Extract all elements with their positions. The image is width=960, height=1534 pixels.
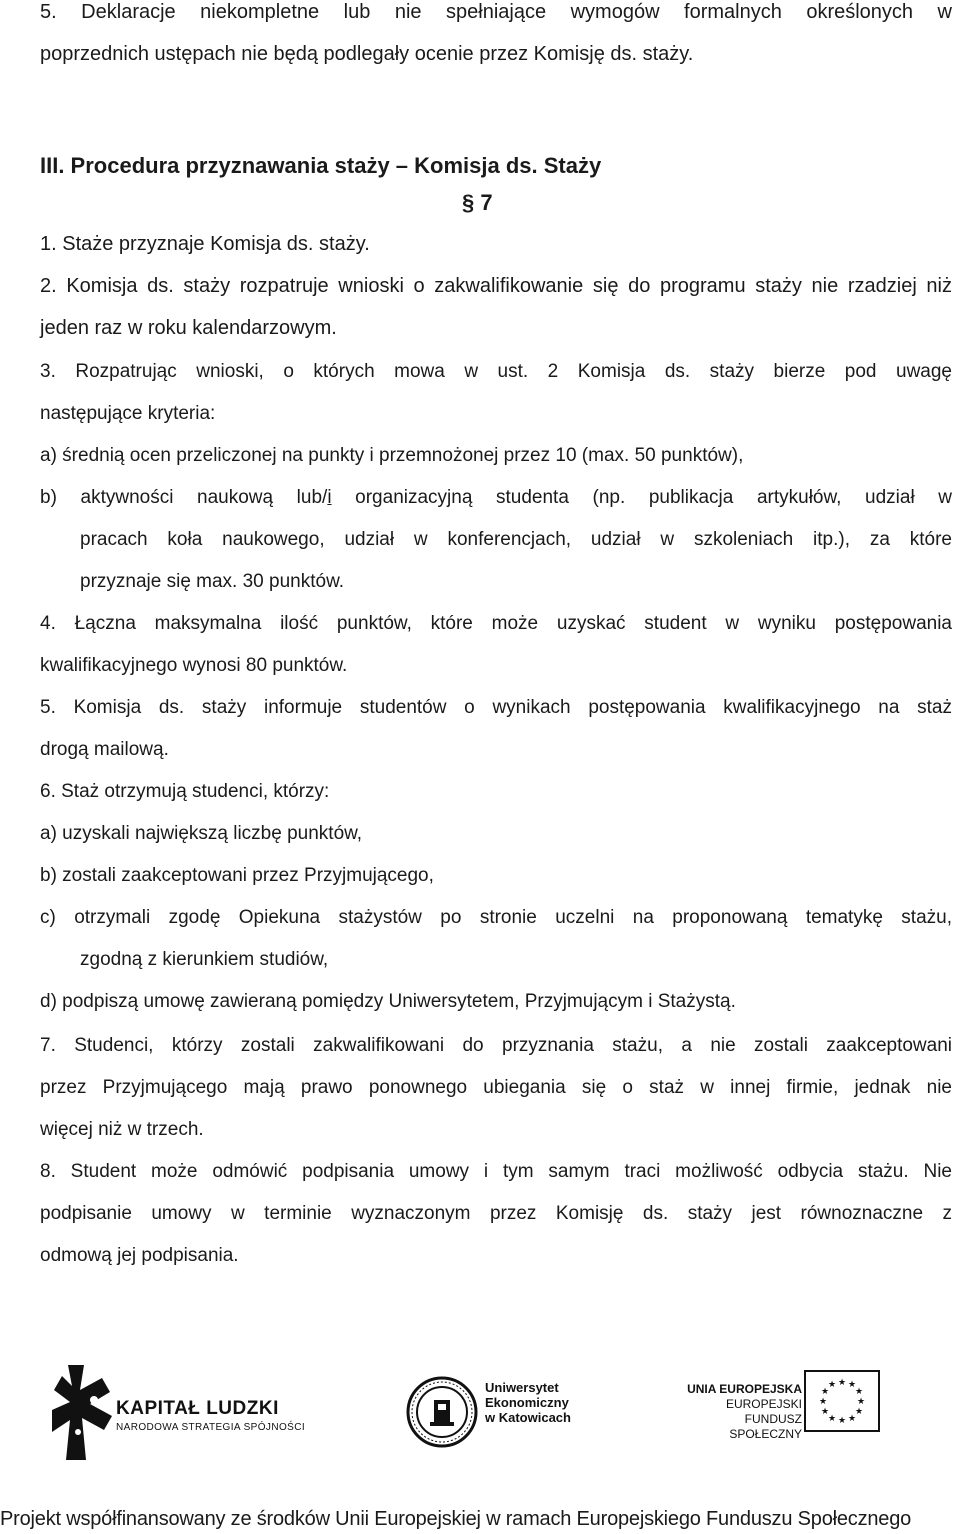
university-name-line-1: Uniwersytet — [485, 1380, 559, 1395]
item-7-line-3: więcej niż w trzech. — [40, 1119, 204, 1140]
item-7-line-1: 7. Studenci, którzy zostali zakwalifikowani do przyznania stażu, a nie zostali zaakceptowani — [40, 1035, 952, 1056]
item-6-b: b) zostali zaakceptowani przez Przyjmującego, — [40, 865, 434, 886]
item-5-line-1: 5. Deklaracje niekompletne lub nie spełniające wymogów formalnych określonych w — [40, 1, 952, 23]
item-4-line-2: kwalifikacyjnego wynosi 80 punktów. — [40, 655, 348, 676]
university-seal-icon — [406, 1376, 478, 1448]
svg-text:★: ★ — [820, 1387, 830, 1397]
svg-text:★: ★ — [837, 1416, 847, 1426]
university-name-line-3: w Katowicach — [485, 1410, 571, 1425]
footer-note: Projekt współfinansowany ze środków Unii Europejskiej w ramach Europejskiego Funduszu Społecznego — [0, 1508, 912, 1530]
svg-text:★: ★ — [827, 1414, 837, 1424]
item-8-line-1: 8. Student może odmówić podpisania umowy i tym samym traci możliwość odbycia stażu. Nie — [40, 1161, 952, 1182]
criterion-b-line-2: pracach koła naukowego, udział w konferencjach, udział w szkoleniach itp.), za które — [80, 529, 952, 550]
section-heading: III. Procedura przyznawania staży – Komisja ds. Staży — [40, 153, 602, 178]
item-5b-line-2: drogą mailową. — [40, 739, 169, 760]
eu-line-2: EUROPEJSKI — [725, 1397, 802, 1411]
paragraph-number: § 7 — [462, 190, 493, 215]
svg-text:★: ★ — [820, 1407, 830, 1417]
svg-text:★: ★ — [854, 1387, 864, 1397]
svg-text:★: ★ — [837, 1378, 847, 1388]
svg-text:★: ★ — [847, 1414, 857, 1424]
criterion-b-text-2: organizacyjną studenta (np. publikacja artykułów, udział w — [331, 487, 953, 508]
item-2-line-1: 2. Komisja ds. staży rozpatruje wnioski o zakwalifikowanie się do programu staży nie rzadziej niż — [40, 275, 952, 297]
item-6-c-line-2: zgodną z kierunkiem studiów, — [80, 949, 329, 970]
svg-text:★: ★ — [818, 1397, 828, 1407]
item-1: 1. Staże przyznaje Komisja ds. staży. — [40, 233, 370, 255]
svg-text:★: ★ — [856, 1397, 866, 1407]
kapital-ludzki-title: KAPITAŁ LUDZKI — [116, 1398, 279, 1419]
criterion-b-line-1 — [40, 486, 952, 510]
eu-line-1: UNIA EUROPEJSKA — [687, 1382, 802, 1396]
item-8-line-3: odmową jej podpisania. — [40, 1245, 239, 1266]
criterion-a: a) średnią ocen przeliczonej na punkty i przemnożonej przez 10 (max. 50 punktów), — [40, 445, 744, 466]
university-name — [485, 1380, 571, 1425]
university-name-line-2: Ekonomiczny — [485, 1395, 569, 1410]
eu-flag-icon — [804, 1370, 880, 1432]
criterion-b-underlined: i — [327, 487, 332, 508]
item-6-a: a) uzyskali największą liczbę punktów, — [40, 823, 363, 844]
item-8-line-2: podpisanie umowy w terminie wyznaczonym przez Komisję ds. staży jest równoznaczne z — [40, 1203, 952, 1224]
logo-strip — [40, 1360, 940, 1470]
item-5-line-2: poprzednich ustępach nie będą podlegały ocenie przez Komisję ds. staży. — [40, 43, 694, 65]
item-4-line-1: 4. Łączna maksymalna ilość punktów, które może uzyskać student w wyniku postępowania — [40, 613, 952, 634]
item-6: 6. Staż otrzymują studenci, którzy: — [40, 781, 330, 802]
item-2-line-2: jeden raz w roku kalendarzowym. — [40, 317, 337, 339]
item-7-line-2: przez Przyjmującego mają prawo ponownego ubiegania się o staż w innej firmie, jednak nie — [40, 1077, 952, 1098]
eu-line-3: FUNDUSZ SPOŁECZNY — [729, 1412, 802, 1441]
item-6-d: d) podpiszą umowę zawieraną pomiędzy Uniwersytetem, Przyjmującym i Stażystą. — [40, 991, 736, 1012]
svg-text:★: ★ — [847, 1380, 857, 1390]
svg-text:★: ★ — [854, 1407, 864, 1417]
item-5b-line-1: 5. Komisja ds. staży informuje studentów o wynikach postępowania kwalifikacyjnego na staż — [40, 697, 952, 718]
eu-text — [672, 1382, 802, 1442]
item-3-line-2: następujące kryteria: — [40, 403, 216, 424]
criterion-b-text-1: b) aktywności naukową lub/ — [40, 487, 328, 508]
kapital-ludzki-star-icon — [50, 1360, 120, 1465]
item-6-c-line-1: c) otrzymali zgodę Opiekuna stażystów po stronie uczelni na proponowaną tematykę stażu, — [40, 907, 952, 928]
svg-text:★: ★ — [827, 1380, 837, 1390]
item-3-line-1: 3. Rozpatrując wnioski, o których mowa w ust. 2 Komisja ds. staży bierze pod uwagę — [40, 361, 952, 382]
kapital-ludzki-subtitle: NARODOWA STRATEGIA SPÓJNOŚCI — [116, 1422, 306, 1433]
criterion-b-line-3: przyznaje się max. 30 punktów. — [80, 571, 345, 592]
